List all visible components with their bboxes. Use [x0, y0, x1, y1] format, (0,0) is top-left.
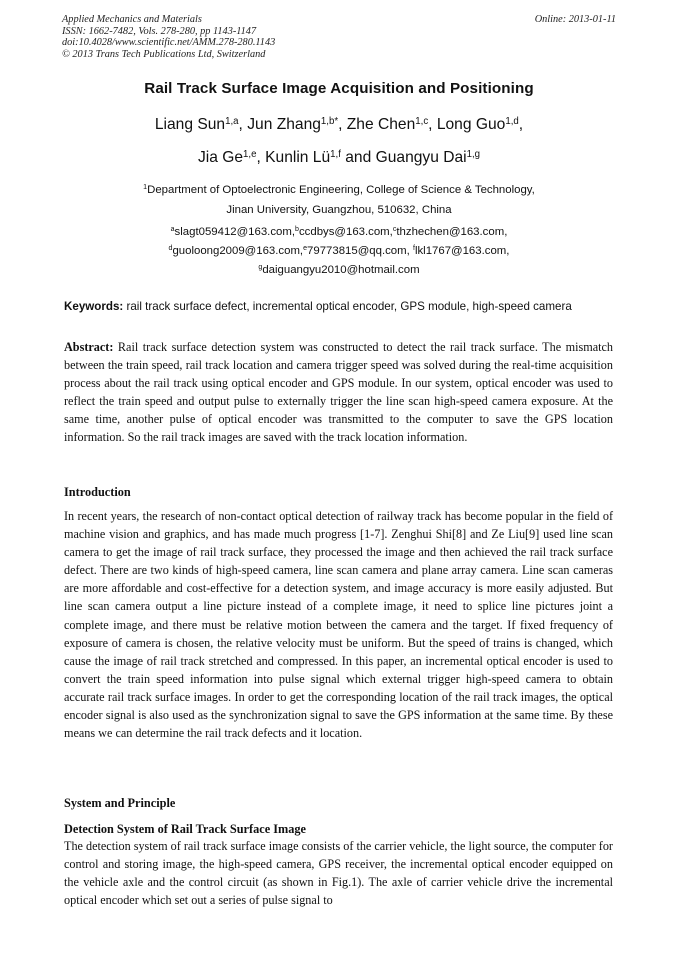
journal-name: Applied Mechanics and Materials — [62, 14, 202, 25]
email-address: slagt059412@163.com, — [174, 226, 296, 238]
author-sep: , — [338, 116, 347, 133]
subsection-heading-detection: Detection System of Rail Track Surface Image — [64, 822, 307, 836]
affiliation-line-1 — [0, 184, 678, 196]
email-address: thzhechen@163.com, — [396, 226, 508, 238]
author-sep: , — [238, 116, 248, 133]
email-sup: f — [412, 245, 415, 253]
email-address: guoloong2009@163.com, — [172, 245, 304, 257]
email-sup: a — [170, 226, 175, 234]
email-line-3 — [0, 264, 678, 276]
email-sup: e — [303, 245, 308, 253]
author-sep: , — [428, 116, 437, 133]
doi-line: doi:10.4028/www.scientific.net/AMM.278-280.1143 — [62, 37, 276, 49]
author-sep: , — [256, 149, 266, 166]
author-name: Guangyu Dai — [375, 149, 467, 166]
author-sup: 1,b* — [320, 115, 339, 127]
email-sup: g — [258, 264, 263, 272]
keywords-label: Keywords: — [64, 300, 124, 313]
email-address: daiguangyu2010@hotmail.com — [262, 264, 420, 276]
author-name: Zhe Chen — [346, 116, 416, 133]
author-sup: 1,d — [505, 115, 519, 127]
author-sup: 1,c — [415, 115, 429, 127]
email-line-1 — [0, 226, 678, 238]
author-sep: and — [340, 149, 376, 166]
author-name: Kunlin Lü — [265, 149, 331, 166]
copyright-line: © 2013 Trans Tech Publications Ltd, Switzerland — [62, 48, 266, 60]
issn-line: ISSN: 1662-7482, Vols. 278-280, pp 1143-1147 — [62, 25, 257, 37]
section-heading-introduction: Introduction — [64, 485, 131, 499]
section-heading-system: System and Principle — [64, 796, 176, 810]
author-line-2 — [0, 149, 678, 167]
system-paragraph: The detection system of rail track surface image consists of the carrier vehicle, the light source, the computer for control and storing image, the high-speed camera, GPS receiver, the incremental optical encoder equipped on the vehicle axle and the control circuit (as shown in Fig.1). The axle of carrier vehicle drive the incremental optical encoder which set out a series of pulse signal to — [64, 839, 613, 908]
introduction-paragraph: In recent years, the research of non-contact optical detection of railway track has become popular in the field of machine vision and graphics, and has made much progress [1-7]. Zenghui Shi[8] and Ze Liu[9] used line scan camera to get the image of rail track surface, they processed the image and then achieved the rail track surface defect. There are two kinds of high-speed camera, line scan camera and plane array camera. Line scan cameras are more affordable and cost-effective for a detection system, and image accuracy is more easily adjusted. But line scan camera output a line picture instead of a complete image, it need to splice line pictures joint a complete image, and there must be relative motion between the camera and the target. If fixed frequency of exposure of camera is chosen, the relative velocity must be uniform. But the speed of trains is changed, which cause the image of rail track stretched and compressed. In this paper, an incremental optical encoder is used to convert the train speed information into pulse signal which external trigger high-speed camera to obtain accurate rail track surface images. In order to get the corresponding location of the rail track images, the optical encoder signal is also used as the synchronization signal to save the GPS information at the same time. By these means we can determine the rail track defects and it location. — [64, 509, 613, 741]
email-sup: b — [295, 226, 299, 234]
author-name: Long Guo — [436, 116, 506, 133]
email-address: ccdbys@163.com, — [298, 226, 393, 238]
email-line-2 — [0, 245, 678, 257]
author-sup: 1,e — [243, 148, 257, 160]
keywords-text: rail track surface defect, incremental optical encoder, GPS module, high-speed camera — [123, 300, 572, 313]
paper-title: Rail Track Surface Image Acquisition and Positioning — [144, 80, 534, 97]
author-name: Jia Ge — [197, 149, 244, 166]
author-name: Liang Sun — [154, 116, 226, 133]
author-sep: , — [518, 116, 524, 133]
keywords — [64, 300, 624, 313]
email-address: lkl1767@163.com, — [414, 245, 510, 257]
journal-header — [62, 14, 616, 60]
author-sup: 1,a — [225, 115, 239, 127]
affiliation-line-2: Jinan University, Guangzhou, 510632, China — [226, 204, 452, 216]
email-sup: d — [168, 245, 173, 253]
abstract — [64, 338, 613, 447]
affiliation-text: Department of Optoelectronic Engineering, College of Science & Technology, — [147, 184, 535, 196]
author-sup: 1,f — [330, 148, 341, 160]
author-sup: 1,g — [466, 148, 481, 160]
affiliation-sup: 1 — [143, 184, 148, 192]
email-sup: c — [392, 226, 397, 234]
abstract-label: Abstract: — [64, 340, 114, 354]
email-address: 79773815@qq.com, — [307, 245, 413, 257]
online-date: Online: 2013-01-11 — [534, 14, 616, 25]
abstract-text: Rail track surface detection system was constructed to detect the rail track surface. The mismatch between the train speed, rail track location and camera trigger speed was solved during the real-time acquisition process about the rail track using optical encoder and GPS module. In our system, optical encoder was used to reflect the train speed and output pulse to externally trigger the line scan high-speed camera exposure. At the same time, another pulse of optical encoder was transmitted to the computer to save the GPS location information. So the rail track images are saved with the track location information. — [64, 340, 613, 445]
author-line-1 — [0, 116, 678, 134]
author-name: Jun Zhang — [247, 116, 321, 133]
